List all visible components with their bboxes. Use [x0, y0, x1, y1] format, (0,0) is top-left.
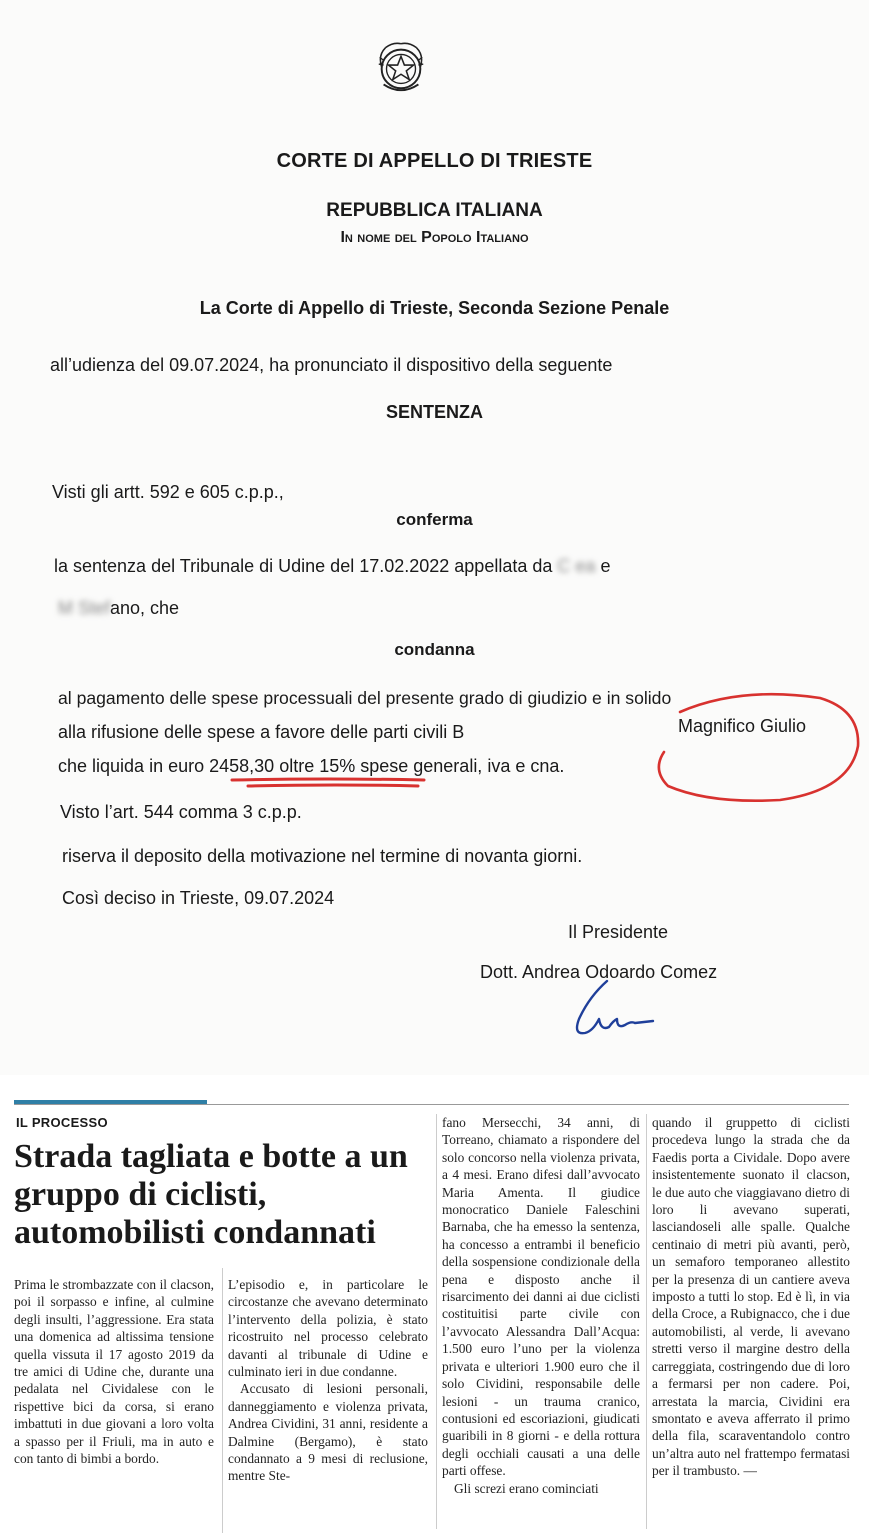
article-column-1	[14, 1276, 214, 1467]
column-1-text: Prima le strombazzate con il clacson, poi il sorpasso e infine, al culmine degli insulti, l’aggressione. Era stata una domenica ad altissima tensione quella vissuta il 17 agosto 2019 da tre amici di Udine che, durante una pedalata nel Cividalese con le rispettive bici da corsa, si erano imbattuti in due giovani a loro volta a spasso per il Friuli, ma in auto e con tanto di bimbi a bordo.	[14, 1277, 214, 1467]
newspaper-article	[0, 1078, 869, 1536]
court-title: CORTE DI APPELLO DI TRIESTE	[276, 150, 593, 172]
second-appellant-line	[58, 598, 179, 619]
cosi-deciso-line: Così deciso in Trieste, 09.07.2024	[62, 888, 335, 908]
tribunale-line	[54, 556, 610, 577]
condanna-heading: condanna	[394, 640, 475, 659]
presidente-name: Dott. Andrea Odoardo Comez	[480, 962, 718, 982]
article-kicker: IL PROCESSO	[16, 1115, 108, 1130]
liquida-suffix: oltre 15% spese generali, iva e cna.	[274, 756, 565, 776]
presidente-label: Il Presidente	[568, 922, 669, 942]
column-4-text: quando il gruppetto di ciclisti procedeva lungo la strada che da Faedis porta a Cividale. Dopo avere insistentemente suonato il clacson, le due auto che viaggiavano dietro di loro li avevano superati, lasciandoseli alle spalle. Qualche centinaio di metri più avanti, però, un semaforo temporaneo allestito per la presenza di un cantiere aveva imposto a tutti lo stop. Ed è lì, in via della Croce, a Rubignacco, che i due automobilisti, al verde, li avevano stretti verso il margine destro della carreggiata, costringendo due di loro a fermarsi per non cadere. Poi, arrestata la marcia, Cividini era smontato e aveva afferrato il primo della fila, scaraventandolo contro un’altra auto nel frattempo fermatasi per il trambusto. —	[652, 1115, 850, 1479]
liquida-line	[58, 756, 564, 777]
column-2-paragraph-1: L’episodio e, in particolare le circostanze che avevano determinato l’intervento della polizia, è stato ricostruito nel processo celebrato davanti al tribunale di Udine e culminato ieri in due condanne.	[228, 1277, 428, 1380]
sentenza-heading: SENTENZA	[385, 402, 483, 422]
red-underline-annotation	[228, 776, 428, 790]
article-column-3	[442, 1114, 640, 1497]
article-headline: Strada tagliata e botte a un gruppo di ciclisti, automobilisti condannati	[14, 1138, 408, 1251]
article-column-4	[652, 1114, 850, 1480]
red-circle-annotation	[650, 690, 865, 805]
italian-republic-emblem-icon	[372, 38, 430, 96]
handwritten-signature	[555, 975, 665, 1045]
rifusione-line: alla rifusione delle spese a favore delle parti civili B	[58, 722, 465, 742]
tribunale-text: la sentenza del Tribunale di Udine del 17.02.2022 appellata da	[54, 556, 553, 576]
redacted-name-2: M Stef	[58, 598, 111, 618]
conferma-heading: conferma	[396, 510, 473, 529]
article-column-2	[228, 1276, 428, 1485]
corte-sezione: La Corte di Appello di Trieste, Seconda Sezione Penale	[199, 298, 670, 318]
pagamento-line: al pagamento delle spese processuali del presente grado di giudizio e in solido	[58, 688, 672, 708]
column-divider	[646, 1114, 647, 1529]
column-3-paragraph-2: Gli screzi erano cominciati	[454, 1480, 599, 1496]
udienza-line: all’udienza del 09.07.2024, ha pronunciato il dispositivo della seguente	[50, 355, 613, 375]
liquida-amount: 2458,30	[209, 756, 275, 776]
top-rule	[14, 1104, 849, 1105]
column-2-paragraph-2: Accusato di lesioni personali, danneggiamento e violenza privata, Andrea Cividini, 31 anni, residente a Dalmine (Bergamo), è stato condannato a 9 mesi di reclusione, mentre Ste-	[228, 1381, 428, 1484]
column-3-paragraph-1: fano Mersecchi, 34 anni, di Torreano, chiamato a rispondere del solo concorso nella violenza privata, a 4 mesi. Erano difesi dall’avvocato Maria Amenta. Il giudice monocratico Daniele Faleschini Barnaba, che ha emesso la sentenza, ha concesso a entrambi il beneficio della sospensione condizionale della pena e disposto anche il risarcimento dei danni ai due ciclisti costituitisi parte civile con l’avvocato Alessandra Dall’Acqua: 1.500 euro l’uno per la violenza privata e ulteriori 1.900 euro che il solo Cividini, responsabile delle lesioni - un trauma cranico, contusioni ed escoriazioni, giudicati guaribili in 8 giorni - e della rottura degli occhiali causati a una delle parti offese.	[442, 1115, 640, 1479]
magnifico-name: Magnifico Giulio	[678, 716, 807, 736]
column-divider	[222, 1268, 223, 1533]
ano-che-text: ano, che	[110, 598, 180, 618]
tribunale-end: e	[600, 556, 611, 576]
liquida-prefix: che liquida in euro	[58, 756, 210, 776]
in-nome-subtitle: In nome del Popolo Italiano	[340, 229, 529, 246]
riserva-line: riserva il deposito della motivazione nel termine di novanta giorni.	[62, 846, 583, 866]
republic-title: REPUBBLICA ITALIANA	[326, 200, 543, 221]
redacted-name-1: C ea	[557, 556, 596, 576]
visti-line: Visti gli artt. 592 e 605 c.p.p.,	[52, 482, 284, 502]
visto-544-line: Visto l’art. 544 comma 3 c.p.p.	[60, 802, 302, 822]
column-divider	[436, 1114, 437, 1529]
